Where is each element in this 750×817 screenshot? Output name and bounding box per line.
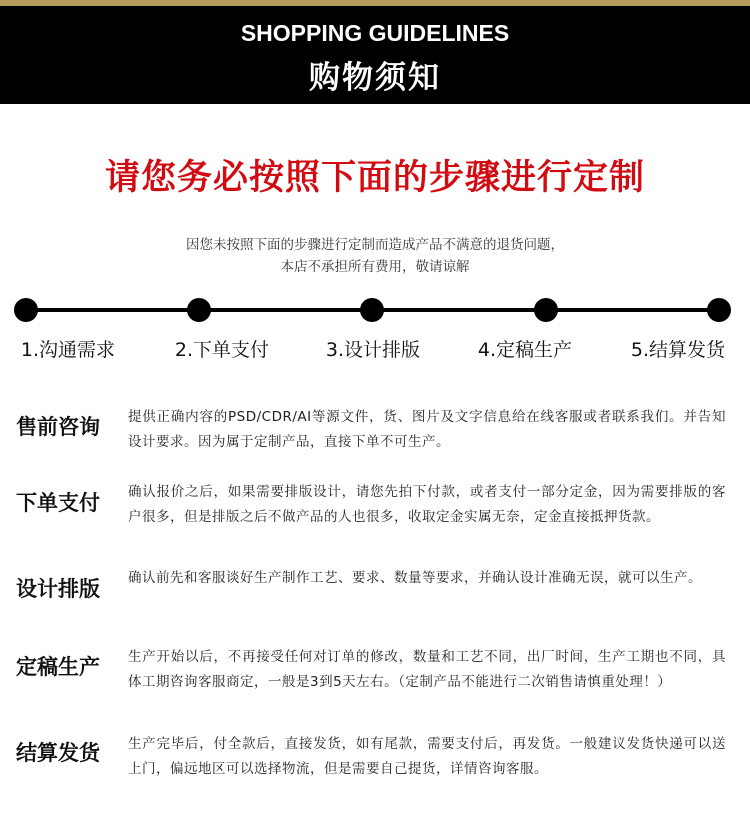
header-banner — [0, 0, 750, 104]
timeline-dot — [360, 298, 384, 322]
step-label-4: 4.定稿生产 — [477, 339, 573, 361]
notice-line-2: 本店不承担所有费用，敬请谅解 — [280, 259, 470, 275]
header-title-cn: 购物须知 — [309, 60, 441, 96]
section-body-order: 确认报价之后，如果需要排版设计，请您先拍下付款，或者支付一部分定金，因为需要排版的客户很多，但是排版之后不做产品的人也很多，收取定金实属无奈，定金直接抵押货款。 — [128, 484, 726, 525]
section-body-design: 确认前先和客服谈好生产制作工艺、要求、数量等要求，并确认设计准确无误，就可以生产。 — [128, 570, 702, 586]
step-label-1: 1.沟通需求 — [20, 339, 116, 361]
header-gold-strip — [0, 0, 750, 6]
timeline-dot — [14, 298, 38, 322]
section-title-presale: 售前咨询 — [16, 415, 100, 439]
section-body-production: 生产开始以后，不再接受任何对订单的修改，数量和工艺不同，出厂时间，生产工期也不同，具体工期咨询客服商定，一般是3到5天左右。（定制产品不能进行二次销售请慎重处理！） — [128, 649, 726, 690]
section-title-design: 设计排版 — [16, 577, 100, 601]
timeline-dot — [534, 298, 558, 322]
timeline-dot — [187, 298, 211, 322]
step-label-2: 2.下单支付 — [174, 339, 270, 361]
section-title-order: 下单支付 — [16, 491, 100, 515]
section-title-shipping: 结算发货 — [16, 741, 100, 765]
headline: 请您务必按照下面的步骤进行定制 — [104, 158, 645, 198]
section-title-production: 定稿生产 — [16, 655, 100, 679]
section-body-presale: 提供正确内容的PSD/CDR/AI等源文件，货、图片及文字信息给在线客服或者联系我们。并告知设计要求。因为属于定制产品，直接下单不可生产。 — [128, 409, 726, 450]
notice-line-1: 因您未按照下面的步骤进行定制而造成产品不满意的退货问题， — [186, 237, 564, 253]
header-title-en: SHOPPING GUIDELINES — [240, 20, 510, 46]
section-body-shipping: 生产完毕后，付全款后，直接发货，如有尾款，需要支付后，再发货。一般建议发货快递可以送上门，偏远地区可以选择物流，但是需要自己提货，详情咨询客服。 — [128, 736, 726, 777]
timeline-dot — [707, 298, 731, 322]
step-label-5: 5.结算发货 — [630, 339, 726, 361]
step-label-3: 3.设计排版 — [325, 339, 421, 361]
